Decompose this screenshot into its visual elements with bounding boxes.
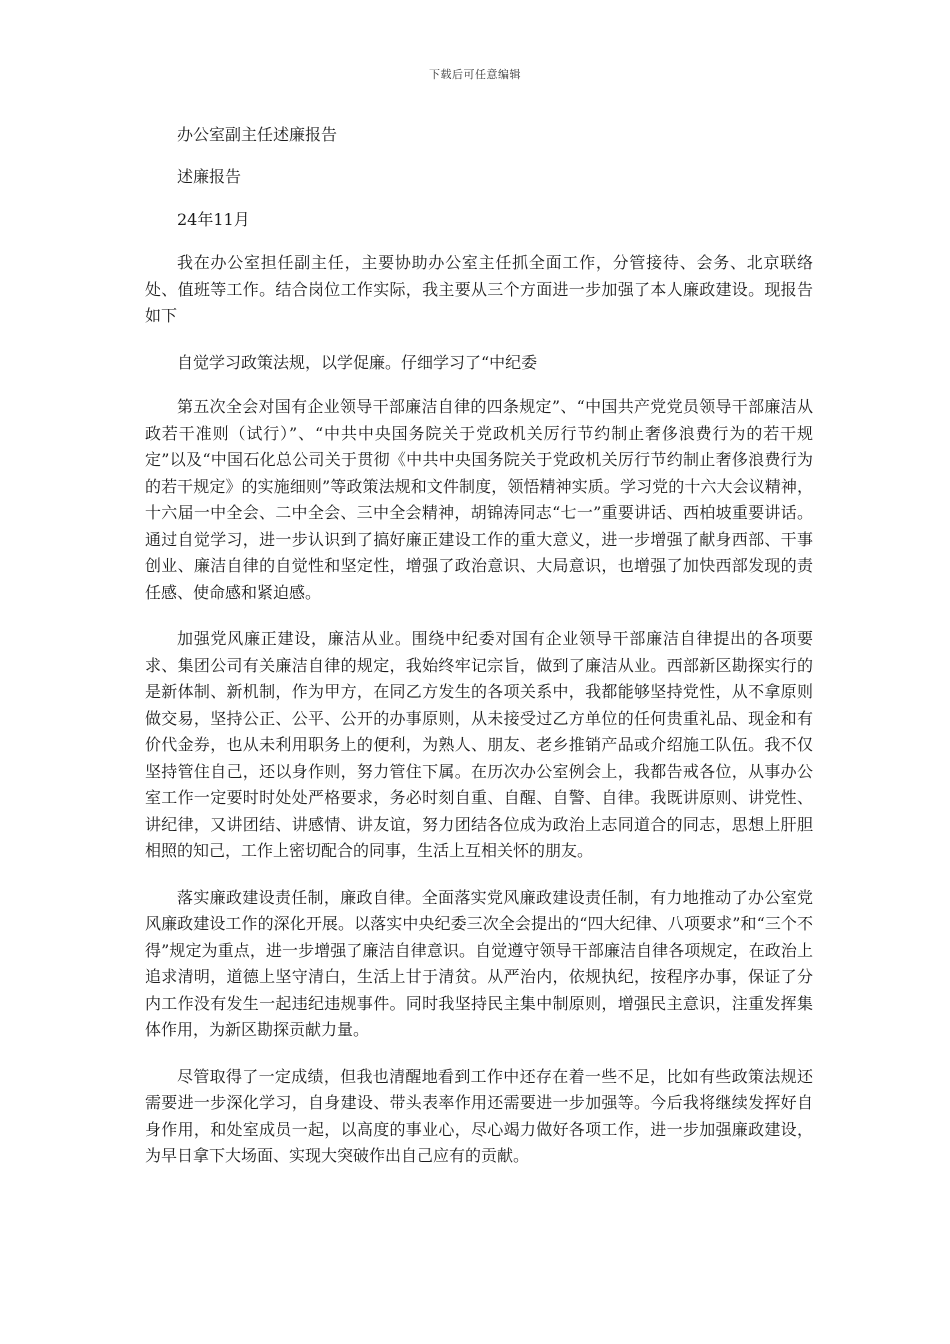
paragraph-section-2: 加强党风廉正建设，廉洁从业。围绕中纪委对国有企业领导干部廉洁自律提出的各项要求、集团公司有关廉洁自律的规定，我始终牢记宗旨，做到了廉洁从业。西部新区勘探实行的是新体制、新机制，作为甲方，在同乙方发生的各项关系中，我都能够坚持党性，从不拿原则做交易，坚持公正、公平、公开的办事原则，从未接受过乙方单位的任何贵重礼品、现金和有价代金券，也从未利用职务上的便利，为熟人、朋友、老乡推销产品或介绍施工队伍。我不仅坚持管住自己，还以身作则，努力管住下属。在历次办公室例会上，我都告戒各位，从事办公室工作一定要时时处处严格要求，务必时刻自重、自醒、自警、自律。我既讲原则、讲党性、讲纪律，又讲团结、讲感情、讲友谊，努力团结各位成为政治上志同道合的同志，思想上肝胆相照的知己，工作上密切配合的同事，生活上互相关怀的朋友。: [145, 629, 813, 860]
document-subtitle: 述廉报告: [177, 167, 242, 186]
paragraph-section-1-heading: 自觉学习政策法规，以学促廉。仔细学习了“中纪委: [177, 352, 538, 372]
paragraph-section-3: 落实廉政建设责任制，廉政自律。全面落实党风廉政建设责任制，有力地推动了办公室党风廉政建设工作的深化开展。以落实中央纪委三次全会提出的“四大纪律、八项要求”和“三个不得”规定为重点，进一步增强了廉洁自律意识。自觉遵守领导干部廉洁自律各项规定，在政治上追求清明，道德上坚守清白，生活上甘于清贫。从严治内，依规执纪，按程序办事，保证了分内工作没有发生一起违纪违规事件。同时我坚持民主集中制原则，增强民主意识，注重发挥集体作用，为新区勘探贡献力量。: [145, 887, 813, 1039]
document-date: 24年11月: [177, 210, 250, 229]
paragraph-section-1-body: 第五次全会对国有企业领导干部廉洁自律的四条规定”、“中国共产党党员领导干部廉洁从政若干准则（试行）”、“中共中央国务院关于党政机关厉行节约制止奢侈浪费行为的若干规定”以及“中国石化总公司关于贯彻《中共中央国务院关于党政机关厉行节约制止奢侈浪费行为的若干规定》的实施细则”等政策法规和文件制度，领悟精神实质。学习党的十六大会议精神，十六届一中全会、二中全会、三中全会精神，胡锦涛同志“七一”重要讲话、西柏坡重要讲话。通过自觉学习，进一步认识到了搞好廉正建设工作的重大意义，进一步增强了献身西部、干事创业、廉洁自律的自觉性和坚定性，增强了政治意识、大局意识，也增强了加快西部发现的责任感、使命感和紧迫感。: [145, 397, 813, 602]
page-header-note: 下载后可任意编辑: [429, 68, 521, 81]
document-body: [145, 122, 813, 1170]
document-title: 办公室副主任述廉报告: [177, 125, 338, 144]
paragraph-intro: 我在办公室担任副主任，主要协助办公室主任抓全面工作，分管接待、会务、北京联络处、值班等工作。结合岗位工作实际，我主要从三个方面进一步加强了本人廉政建设。现报告如下: [145, 253, 813, 325]
paragraph-conclusion: 尽管取得了一定成绩，但我也清醒地看到工作中还存在着一些不足，比如有些政策法规还需要进一步深化学习，自身建设、带头表率作用还需要进一步加强等。今后我将继续发挥好自身作用，和处室成员一起，以高度的事业心，尽心竭力做好各项工作，进一步加强廉政建设，为早日拿下大场面、实现大突破作出自己应有的贡献。: [145, 1066, 813, 1165]
